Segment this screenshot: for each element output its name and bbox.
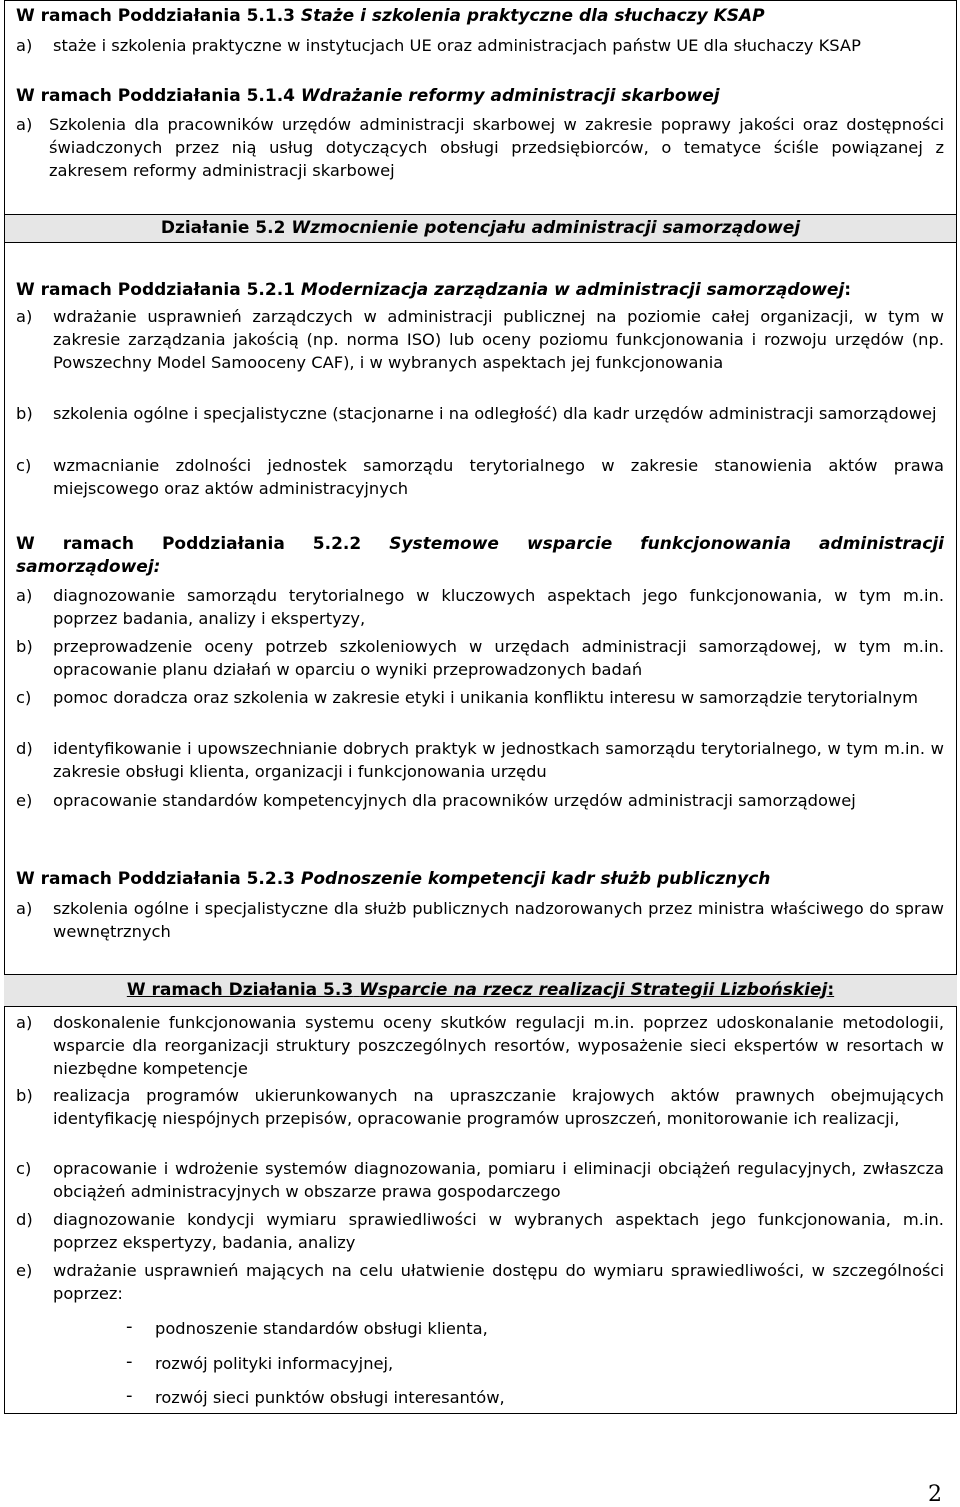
list-item [16,584,944,630]
item-text: staże i szkolenia praktyczne w instytucjach UE oraz administracjach państw UE dla słuchaczy KSAP [53,36,861,55]
heading-title: Podnoszenie kompetencji kadr służb publicznych [300,869,771,889]
list-item [16,305,944,374]
item-label: b) [16,637,33,656]
heading-prefix: W ramach Poddziałania 5.2.2 [16,534,362,554]
item-text: opracowanie i wdrożenie systemów diagnozowania, pomiaru i eliminacji obciążeń regulacyjnych, zwłaszcza obciążeń administracyjnych w obszarze prawa gospodarczego [53,1159,944,1201]
bullet-text: rozwój polityki informacyjnej, [155,1354,394,1373]
heading-title: Staże i szkolenia praktyczne dla słuchaczy KSAP [300,6,765,26]
item-label: e) [16,791,33,810]
item-text: diagnozowanie samorządu terytorialnego w kluczowych aspektach jego funkcjonowania, w tym m.in. poprzez badania, analizy i ekspertyzy, [53,586,944,628]
action-prefix: W ramach Działania 5.3 [126,980,354,1000]
item-label: a) [16,36,33,55]
heading-prefix: W ramach Poddziałania 5.2.1 [16,280,295,300]
item-text: wdrażanie usprawnień mających na celu ułatwienie dostępu do wymiaru sprawiedliwości, w szczególności poprzez: [53,1261,944,1303]
dash-marker: - [126,1316,133,1337]
action-suffix: : [827,980,835,1000]
item-label: d) [16,739,33,758]
item-text: identyfikowanie i upowszechnianie dobrych praktyk w jednostkach samorządu terytorialnego, w tym m.in. w zakresie obsługi klienta, organizacji i funkcjonowania urzędu [53,739,944,781]
item-label: c) [16,688,32,707]
heading-title: Modernizacja zarządzania w administracji samorządowej [300,280,845,300]
list-item [16,113,944,182]
heading-prefix: W ramach Poddziałania 5.2.3 [16,869,295,889]
heading-title-cont: samorządowej: [16,557,161,577]
item-label: b) [16,404,33,423]
list-item [16,635,944,681]
heading-5-2-1 [16,280,851,300]
heading-5-2-2-line2 [16,557,160,577]
item-label: a) [16,115,33,134]
list-item [16,1011,944,1080]
item-text: doskonalenie funkcjonowania systemu oceny skutków regulacji m.in. poprzez udoskonalanie metodologii, wsparcie dla reorganizacji struktury poszczególnych resortów, wyposażenie sieci ekspertów w resortach w niezbędne kompetencje [53,1013,944,1078]
item-label: c) [16,1159,32,1178]
page-number: 2 [928,1482,942,1507]
item-label: a) [16,307,33,326]
action-heading [127,980,834,1000]
item-text: pomoc doradcza oraz szkolenia w zakresie etyki i unikania konfliktu interesu w samorządzie terytorialnym [53,688,919,707]
heading-5-1-3 [16,6,765,26]
dash-marker: - [126,1385,133,1406]
action-prefix: Działanie 5.2 [160,218,286,238]
heading-title: Wdrażanie reformy administracji skarbowej [300,86,720,106]
list-item [16,737,944,783]
heading-suffix: : [844,280,852,300]
item-text: diagnozowanie kondycji wymiaru sprawiedliwości w wybranych aspektach jego funkcjonowania, m.in. poprzez ekspertyzy, badania, analizy [53,1210,944,1252]
item-label: e) [16,1261,33,1280]
item-text: szkolenia ogólne i specjalistyczne dla służb publicznych nadzorowanych przez ministra właściwego do spraw wewnętrznych [53,899,944,941]
bullet-item [126,1386,505,1409]
bullet-text: podnoszenie standardów obsługi klienta, [155,1319,488,1338]
dash-marker: - [126,1351,133,1372]
list-item [16,34,944,57]
item-label: a) [16,899,33,918]
item-text: wdrażanie usprawnień zarządczych w administracji publicznej na poziomie całej organizacji, w tym w zakresie zarządzania jakością (np. norma ISO) lub oceny poziomu funkcjonowania i rozwoju urzędów (np. Powszechny Model Samooceny CAF), i w wybranych aspektach jej funkcjonowania [53,307,944,372]
list-item [16,1259,944,1305]
action-bar-5-3 [4,974,957,1007]
list-item [16,789,944,812]
list-item [16,1208,944,1254]
item-label: d) [16,1210,33,1229]
item-text: wzmacnianie zdolności jednostek samorządu terytorialnego w zakresie stanowienia aktów prawa miejscowego oraz aktów administracyjnych [53,456,944,498]
list-item [16,897,944,943]
heading-5-2-3 [16,869,770,889]
heading-prefix: W ramach Poddziałania 5.1.4 [16,86,295,106]
bullet-text: rozwój sieci punktów obsługi interesantów, [155,1388,505,1407]
heading-title: Systemowe wsparcie funkcjonowania administracji [389,534,945,554]
item-text: szkolenia ogólne i specjalistyczne (stacjonarne i na odległość) dla kadr urzędów administracji samorządowej [53,404,937,423]
heading-5-2-2 [16,534,944,554]
list-item [16,686,944,709]
heading-prefix: W ramach Poddziałania 5.1.3 [16,6,295,26]
action-title: Wzmocnienie potencjału administracji samorządowej [291,218,801,238]
item-label: c) [16,456,32,475]
list-item [16,402,944,425]
item-text: opracowanie standardów kompetencyjnych dla pracowników urzędów administracji samorządowej [53,791,856,810]
action-bar-5-2 [4,214,957,243]
list-item [16,1157,944,1203]
item-label: a) [16,586,33,605]
bullet-item [126,1352,393,1375]
list-item [16,1084,944,1130]
item-text: przeprowadzenie oceny potrzeb szkoleniowych w urzędach administracji samorządowej, w tym m.in. opracowanie planu działań w oparciu o wyniki przeprowadzonych badań [53,637,944,679]
item-label: b) [16,1086,33,1105]
item-text: Szkolenia dla pracowników urzędów administracji skarbowej w zakresie poprawy jakości oraz dostępności świadczonych przez nią usług dotyczących obsługi przedsiębiorców, o tematyce ściśle powiązanej z zakresem reformy administracji skarbowej [49,115,944,180]
bullet-item [126,1317,488,1340]
list-item [16,454,944,500]
heading-5-1-4 [16,86,720,106]
item-label: a) [16,1013,33,1032]
action-title: Wsparcie na rzecz realizacji Strategii Lizbońskiej [359,980,828,1000]
item-text: realizacja programów ukierunkowanych na upraszczanie krajowych aktów prawnych obejmujących identyfikację niespójnych przepisów, opracowanie programów uproszczeń, monitorowanie ich realizacji, [53,1086,944,1128]
